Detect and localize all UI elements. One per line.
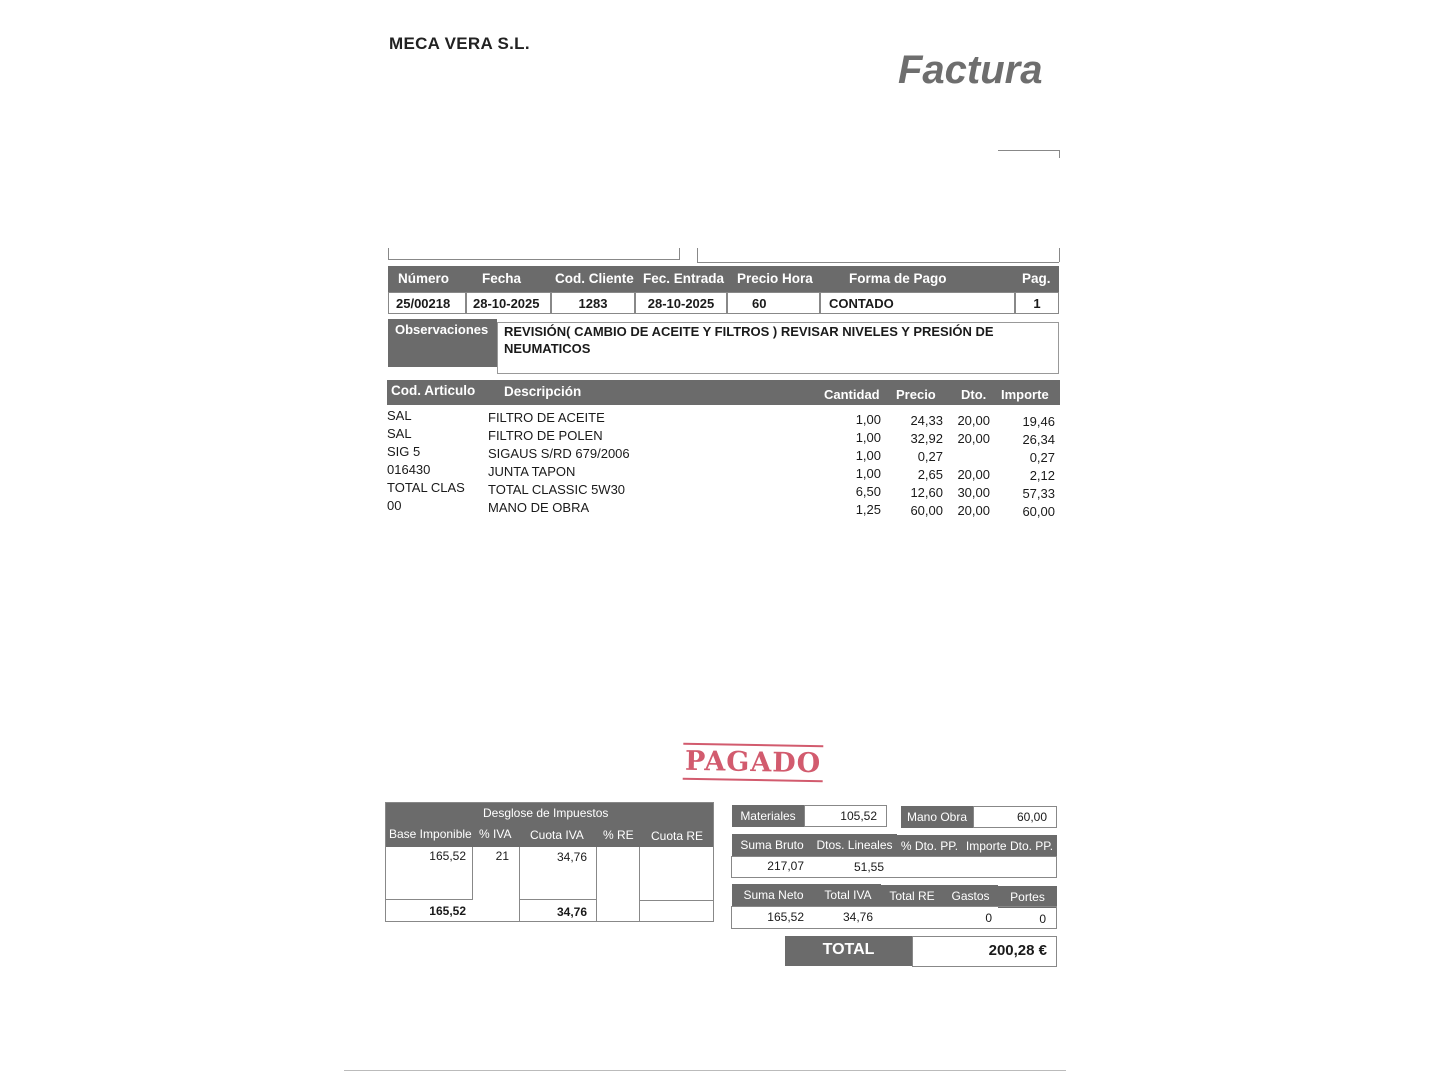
item-price: 32,92 bbox=[910, 431, 943, 446]
materials-value: 105,52 bbox=[840, 809, 877, 823]
header-label-numero: Número bbox=[398, 271, 450, 286]
total-iva-value: 34,76 bbox=[842, 910, 873, 924]
col-cantidad: Cantidad bbox=[824, 387, 880, 402]
item-amount: 57,33 bbox=[1022, 486, 1055, 501]
tax-title: Desglose de Impuestos bbox=[483, 806, 609, 820]
item-quantity: 6,50 bbox=[855, 484, 881, 499]
item-amount: 2,12 bbox=[1029, 468, 1055, 483]
item-discount: 20,00 bbox=[957, 413, 990, 428]
item-description: FILTRO DE POLEN bbox=[488, 428, 603, 443]
total-value: 200,28 € bbox=[988, 942, 1047, 959]
header-label-cod-cliente: Cod. Cliente bbox=[555, 271, 634, 286]
address-box-bottom bbox=[388, 259, 679, 260]
item-code: TOTAL CLAS bbox=[387, 480, 465, 495]
total-iva-label: Total IVA bbox=[815, 884, 881, 906]
item-description: TOTAL CLASSIC 5W30 bbox=[488, 482, 626, 497]
item-quantity: 1,00 bbox=[855, 412, 881, 427]
total-label: TOTAL bbox=[785, 936, 912, 966]
company-name: MECA VERA S.L. bbox=[389, 34, 530, 53]
tax-col-cuota-iva: Cuota IVA bbox=[530, 828, 584, 842]
invoice-number: 25/00218 bbox=[388, 292, 466, 314]
client-code: 1283 bbox=[551, 292, 635, 314]
tax-iva-rate: 21 bbox=[495, 849, 509, 863]
item-description: JUNTA TAPON bbox=[488, 464, 576, 479]
item-description: FILTRO DE ACEITE bbox=[488, 410, 605, 425]
materials-label: Materiales bbox=[732, 805, 804, 827]
item-amount: 60,00 bbox=[1022, 504, 1055, 519]
header-label-fec-entrada: Fec. Entrada bbox=[643, 271, 725, 286]
header-label-pag: Pag. bbox=[1022, 271, 1051, 286]
entry-date: 28-10-2025 bbox=[635, 292, 727, 314]
item-discount: 20,00 bbox=[957, 503, 990, 518]
item-code: SAL bbox=[387, 408, 412, 423]
tax-iva-amount: 34,76 bbox=[556, 850, 587, 864]
observations-label-box bbox=[388, 319, 497, 367]
item-price: 0,27 bbox=[917, 449, 943, 464]
item-amount: 0,27 bbox=[1029, 450, 1055, 465]
address-box-edge bbox=[1059, 150, 1060, 158]
tax-col-iva: % IVA bbox=[479, 827, 512, 841]
payment-method: CONTADO bbox=[820, 292, 1015, 314]
tax-breakdown-header bbox=[386, 803, 713, 847]
address-box-edge bbox=[697, 248, 698, 262]
observations-text: REVISIÓN( CAMBIO DE ACEITE Y FILTROS ) REVISAR NIVELES Y PRESIÓN DE NEUMATICOS bbox=[504, 324, 994, 356]
tax-col-divider bbox=[519, 847, 520, 922]
tax-col-base: Base Imponible bbox=[389, 827, 472, 841]
tax-totals-divider bbox=[639, 900, 714, 901]
item-row bbox=[387, 480, 1060, 501]
tax-col-divider bbox=[639, 847, 640, 922]
tax-iva-total: 34,76 bbox=[556, 905, 587, 919]
item-row bbox=[387, 462, 1060, 483]
tax-totals-divider bbox=[385, 899, 473, 900]
observations-label: Observaciones bbox=[395, 322, 489, 337]
item-code: SAL bbox=[387, 426, 412, 441]
item-quantity: 1,25 bbox=[855, 502, 881, 517]
tax-col-cuota-re: Cuota RE bbox=[651, 829, 704, 843]
address-box-edge bbox=[679, 248, 680, 260]
invoice-date: 28-10-2025 bbox=[466, 292, 551, 314]
net-sum-label: Suma Neto bbox=[732, 884, 815, 906]
header-label-forma-pago: Forma de Pago bbox=[849, 271, 947, 286]
item-discount: 20,00 bbox=[957, 431, 990, 446]
shipping-label: Portes bbox=[998, 886, 1057, 908]
paid-stamp: PAGADO bbox=[683, 743, 824, 782]
address-box-bottom bbox=[697, 262, 1059, 263]
col-cod-articulo: Cod. Articulo bbox=[391, 383, 476, 398]
header-label-fecha: Fecha bbox=[482, 271, 522, 286]
item-code: 00 bbox=[387, 498, 402, 513]
document-title: Factura bbox=[898, 48, 1043, 92]
labor-label: Mano Obra bbox=[901, 806, 973, 828]
line-discounts-label: Dtos. Lineales bbox=[812, 834, 897, 856]
item-quantity: 1,00 bbox=[855, 448, 881, 463]
item-price: 24,33 bbox=[910, 413, 943, 428]
invoice-header-values bbox=[388, 292, 1059, 316]
col-importe: Importe bbox=[1001, 387, 1049, 402]
net-sum-value: 165,52 bbox=[767, 910, 804, 924]
tax-col-re: % RE bbox=[603, 828, 634, 842]
pp-discount-pct-label: % Dto. PP. bbox=[897, 835, 962, 857]
item-row bbox=[387, 408, 1060, 429]
item-price: 12,60 bbox=[910, 485, 943, 500]
tax-base-value: 165,52 bbox=[429, 849, 466, 863]
page-bottom-edge bbox=[344, 1070, 1066, 1071]
item-price: 2,65 bbox=[917, 467, 943, 482]
tax-base-total: 165,52 bbox=[429, 904, 466, 918]
address-box-edge bbox=[1059, 248, 1060, 262]
item-code: 016430 bbox=[387, 462, 431, 477]
items-header bbox=[387, 380, 1060, 405]
item-row bbox=[387, 444, 1060, 465]
expenses-label: Gastos bbox=[943, 885, 998, 907]
header-label-precio-hora: Precio Hora bbox=[737, 271, 813, 286]
gross-sum-value: 217,07 bbox=[767, 859, 804, 873]
item-code: SIG 5 bbox=[387, 444, 421, 459]
col-precio: Precio bbox=[896, 387, 936, 402]
shipping-value: 0 bbox=[1039, 912, 1046, 926]
tax-totals-divider bbox=[519, 899, 597, 900]
item-discount: 30,00 bbox=[957, 485, 990, 500]
item-quantity: 1,00 bbox=[855, 466, 881, 481]
item-discount: 20,00 bbox=[957, 467, 990, 482]
item-row bbox=[387, 498, 1060, 519]
item-row bbox=[387, 426, 1060, 447]
page-number: 1 bbox=[1015, 292, 1059, 314]
labor-value: 60,00 bbox=[1016, 810, 1047, 824]
tax-col-divider bbox=[596, 847, 597, 922]
header-divider bbox=[998, 150, 1060, 151]
item-description: SIGAUS S/RD 679/2006 bbox=[488, 446, 630, 461]
item-description: MANO DE OBRA bbox=[488, 500, 590, 515]
address-box-edge bbox=[388, 248, 389, 260]
pp-discount-amount-label: Importe Dto. PP. bbox=[962, 835, 1057, 857]
line-discounts-value: 51,55 bbox=[853, 860, 884, 874]
item-quantity: 1,00 bbox=[855, 430, 881, 445]
col-dto: Dto. bbox=[961, 387, 987, 402]
expenses-value: 0 bbox=[985, 911, 992, 925]
gross-sum-label: Suma Bruto bbox=[732, 834, 812, 856]
item-amount: 26,34 bbox=[1022, 432, 1055, 447]
total-re-label: Total RE bbox=[881, 885, 943, 907]
tax-col-divider bbox=[472, 847, 473, 899]
invoice-header-labels bbox=[388, 266, 1059, 292]
col-descripcion: Descripción bbox=[504, 384, 582, 399]
hourly-rate: 60 bbox=[727, 292, 820, 314]
item-amount: 19,46 bbox=[1022, 414, 1055, 429]
item-price: 60,00 bbox=[910, 503, 943, 518]
